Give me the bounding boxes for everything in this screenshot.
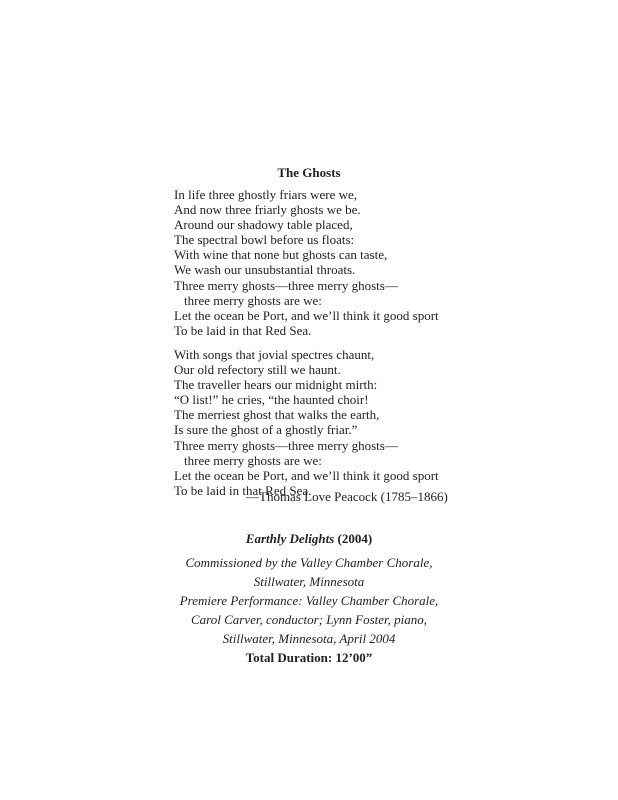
poem-line: The spectral bowl before us floats: (174, 232, 355, 248)
work-credit-line: Stillwater, Minnesota, April 2004 (222, 631, 396, 646)
poem-text (174, 187, 474, 498)
poem-line: The traveller hears our midnight mirth: (174, 377, 378, 393)
poem-line: three merry ghosts are we: (184, 292, 322, 308)
poem-line: Our old refectory still we haunt. (174, 362, 341, 378)
poem-line: “O list!” he cries, “the haunted choir! (174, 392, 369, 408)
poem-line: The merriest ghost that walks the earth, (174, 407, 380, 423)
work-title-name: Earthly Delights (245, 531, 335, 546)
poem-line: Is sure the ghost of a ghostly friar.” (174, 422, 358, 438)
poem-line: We wash our unsubstantial throats. (174, 262, 356, 278)
poem-line: In life three ghostly friars were we, (174, 187, 358, 202)
work-title (0, 530, 618, 548)
poem-line: With songs that jovial spectres chaunt, (174, 346, 375, 362)
work-title-year: (2004) (334, 531, 373, 546)
poem-line: Let the ocean be Port, and we’ll think it good sport (174, 307, 439, 323)
work-duration: Total Duration: 12’00” (245, 650, 373, 665)
poem-line: With wine that none but ghosts can taste, (174, 247, 388, 263)
stanza-1 (174, 187, 474, 338)
poem-attribution: —Thomas Love Peacock (1785–1866) (246, 489, 448, 504)
poem-line: Three merry ghosts—three merry ghosts— (174, 277, 398, 293)
poem-line: To be laid in that Red Sea. (174, 482, 312, 498)
work-credit-line: Commissioned by the Valley Chamber Chorale, (185, 555, 433, 570)
poem-line: three merry ghosts are we: (184, 452, 322, 468)
poem-line: To be laid in that Red Sea. (174, 322, 312, 338)
poem-line: Three merry ghosts—three merry ghosts— (174, 437, 398, 453)
work-info (0, 530, 618, 667)
poem-line: And now three friarly ghosts we be. (174, 202, 361, 218)
work-credit-line: Stillwater, Minnesota (253, 574, 365, 589)
stanza-2 (174, 347, 474, 498)
poem-title: The Ghosts (277, 165, 341, 180)
poem-line: Let the ocean be Port, and we’ll think it good sport (174, 467, 439, 483)
poem-line: Around our shadowy table placed, (174, 217, 353, 233)
work-credit-line: Carol Carver, conductor; Lynn Foster, piano, (190, 612, 427, 627)
work-credit-line: Premiere Performance: Valley Chamber Chorale, (179, 593, 439, 608)
